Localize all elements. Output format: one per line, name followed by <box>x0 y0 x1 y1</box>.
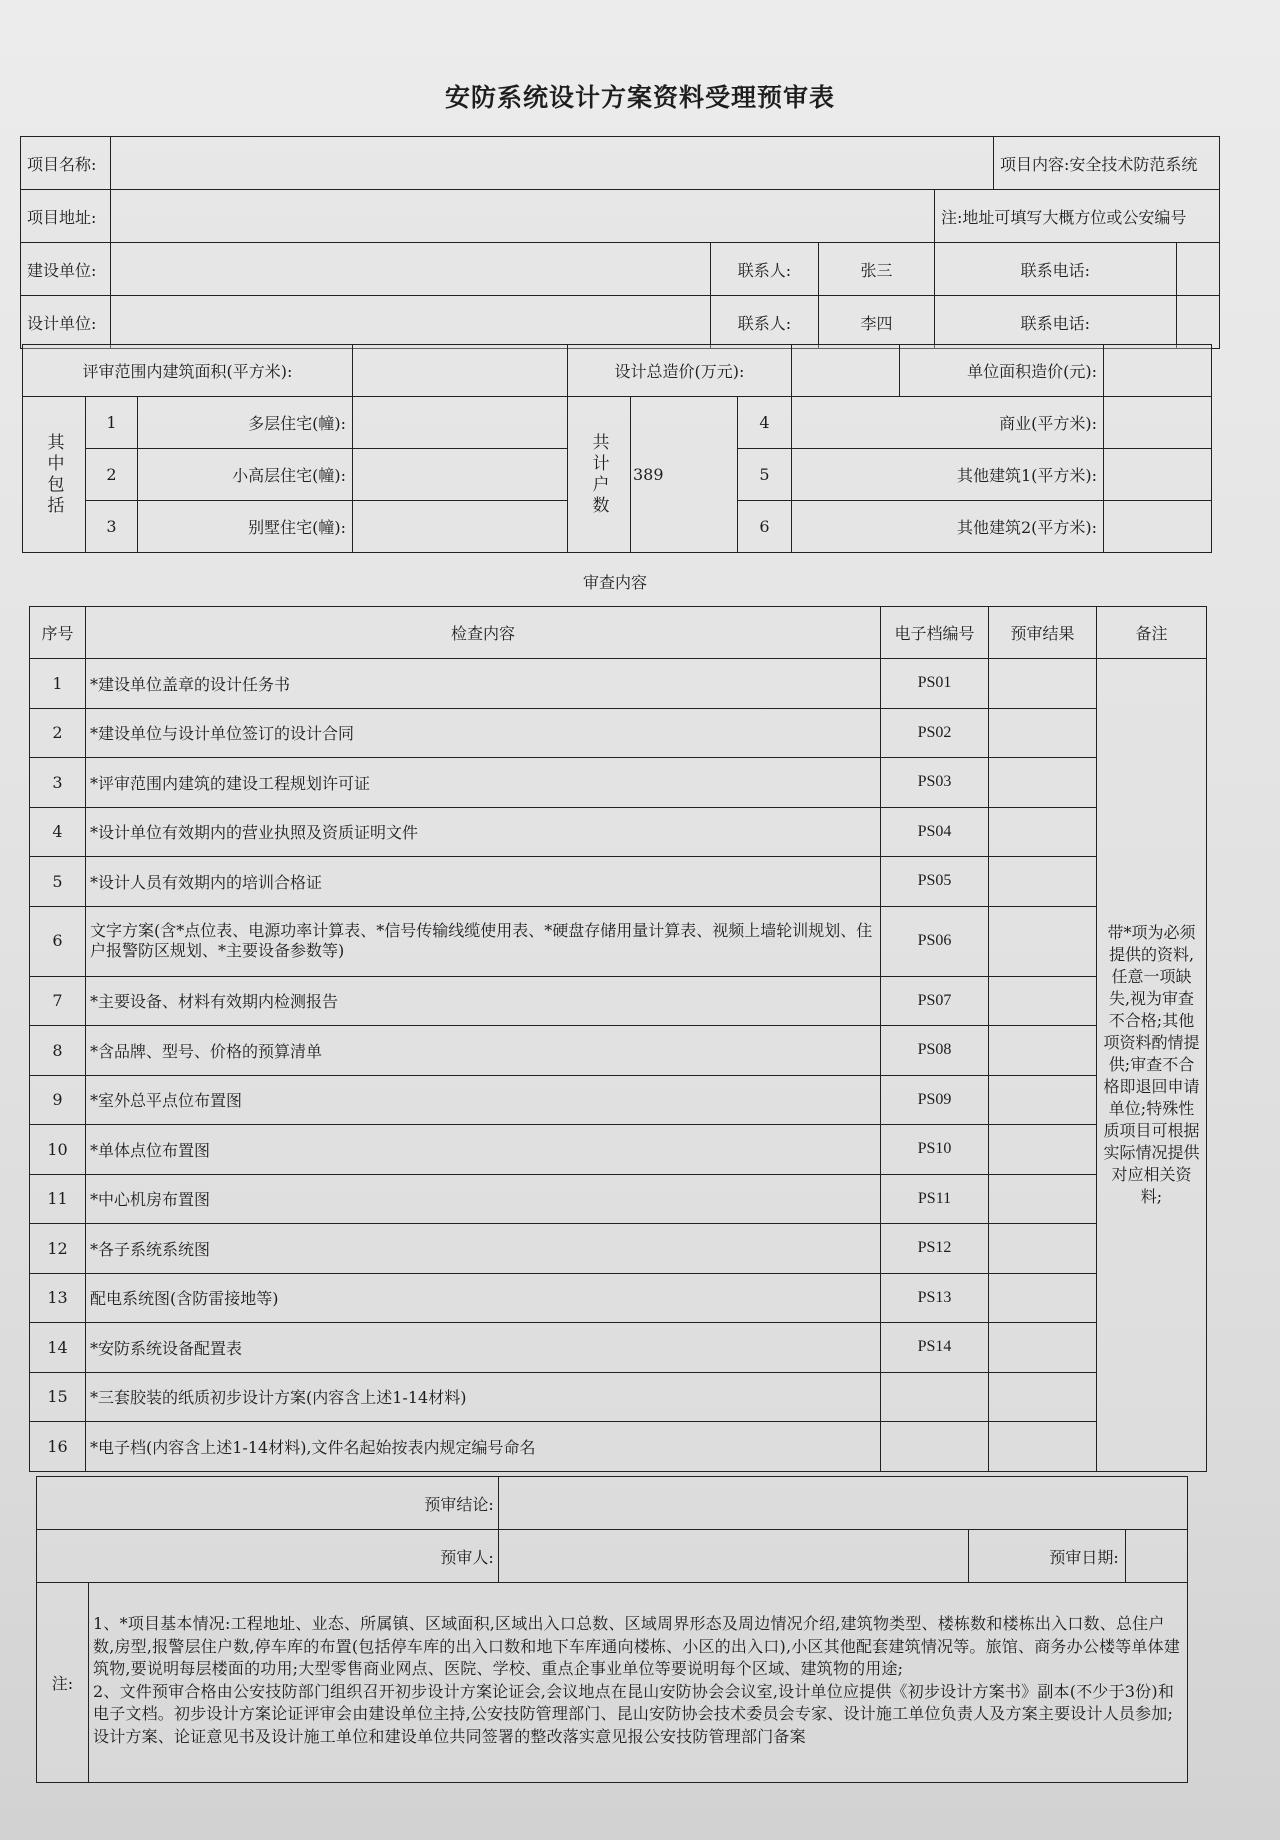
item-field-multistory[interactable] <box>353 397 568 449</box>
total-area-field[interactable] <box>353 345 568 397</box>
row-result-field[interactable] <box>989 1224 1097 1274</box>
row-content: *中心机房布置图 <box>86 1174 881 1224</box>
builder-field[interactable] <box>111 243 711 296</box>
row-result-field[interactable] <box>989 659 1097 709</box>
row-index: 9 <box>30 1075 86 1125</box>
builder-phone-label: 联系电话: <box>934 243 1176 296</box>
unit-cost-field[interactable] <box>1104 345 1212 397</box>
row-content: *主要设备、材料有效期内检测报告 <box>86 976 881 1026</box>
row-result-field[interactable] <box>989 906 1097 976</box>
designer-phone-field[interactable] <box>1176 296 1219 349</box>
table-row <box>30 1323 1207 1373</box>
designer-phone-label: 联系电话: <box>934 296 1176 349</box>
item-no: 6 <box>738 501 792 553</box>
item-field-midrise[interactable] <box>353 449 568 501</box>
row-index: 4 <box>30 807 86 857</box>
project-address-field[interactable] <box>111 190 935 243</box>
row-code: PS03 <box>881 758 989 808</box>
total-cost-label: 设计总造价(万元): <box>568 345 792 397</box>
building-area-table <box>22 344 1212 553</box>
designer-contact-label: 联系人: <box>711 296 819 349</box>
row-result-field[interactable] <box>989 1273 1097 1323</box>
row-code: PS12 <box>881 1224 989 1274</box>
conclusion-label: 预审结论: <box>37 1477 499 1530</box>
note-2: 2、文件预审合格由公安技防部门组织召开初步设计方案论证会,会议地点在昆山安防协会会议室,设计单位应提供《初步设计方案书》副本(不少于3份)和电子文档。初步设计方案论证评审会由建设单位主持,公安技防管理部门、昆山安防协会技术委员会专家、设计施工单位负责人及方案主要设计人员参加;设计方案、论证意见书及设计施工单位和建设单位共同签署的整改落实意见报公安技防管理部门备案 <box>93 1681 1175 1746</box>
table-row <box>30 906 1207 976</box>
project-name-field[interactable] <box>111 137 994 190</box>
review-date-label: 预审日期: <box>968 1530 1125 1583</box>
row-index: 12 <box>30 1224 86 1274</box>
row-content: *电子档(内容含上述1-14材料),文件名起始按表内规定编号命名 <box>86 1422 881 1472</box>
item-label: 其他建筑1(平方米): <box>792 449 1104 501</box>
reviewer-label: 预审人: <box>37 1530 499 1583</box>
row-result-field[interactable] <box>989 1372 1097 1422</box>
row-content: *建设单位盖章的设计任务书 <box>86 659 881 709</box>
designer-contact-field[interactable]: 李四 <box>819 296 935 349</box>
item-no: 5 <box>738 449 792 501</box>
row-code: PS09 <box>881 1075 989 1125</box>
row-code: PS07 <box>881 976 989 1026</box>
table-row <box>30 1125 1207 1175</box>
item-label: 多层住宅(幢): <box>138 397 353 449</box>
row-content: *设计单位有效期内的营业执照及资质证明文件 <box>86 807 881 857</box>
row-result-field[interactable] <box>989 807 1097 857</box>
row-index: 5 <box>30 857 86 907</box>
row-result-field[interactable] <box>989 1422 1097 1472</box>
row-content: *建设单位与设计单位签订的设计合同 <box>86 708 881 758</box>
row-content: 文字方案(含*点位表、电源功率计算表、*信号传输线缆使用表、*硬盘存储用量计算表、视频上墙轮训规划、住户报警防区规划、*主要设备参数等) <box>86 906 881 976</box>
row-result-field[interactable] <box>989 976 1097 1026</box>
item-label: 商业(平方米): <box>792 397 1104 449</box>
review-section-caption: 审查内容 <box>582 573 647 592</box>
row-result-field[interactable] <box>989 1125 1097 1175</box>
designer-label: 设计单位: <box>21 296 111 349</box>
table-row <box>30 857 1207 907</box>
row-result-field[interactable] <box>989 857 1097 907</box>
households-label: 共计户数 <box>568 397 631 553</box>
row-content: *各子系统系统图 <box>86 1224 881 1274</box>
row-result-field[interactable] <box>989 708 1097 758</box>
total-area-label: 评审范围内建筑面积(平方米): <box>23 345 353 397</box>
table-row <box>30 1422 1207 1472</box>
project-address-label: 项目地址: <box>21 190 111 243</box>
notes-text <box>89 1583 1188 1783</box>
row-code[interactable] <box>881 1372 989 1422</box>
row-content: *安防系统设备配置表 <box>86 1323 881 1373</box>
table-row <box>30 1026 1207 1076</box>
row-index: 3 <box>30 758 86 808</box>
header-result: 预审结果 <box>989 607 1097 659</box>
row-content: 配电系统图(含防雷接地等) <box>86 1273 881 1323</box>
row-result-field[interactable] <box>989 1026 1097 1076</box>
row-index: 13 <box>30 1273 86 1323</box>
unit-cost-label: 单位面积造价(元): <box>900 345 1104 397</box>
table-row <box>30 1372 1207 1422</box>
row-result-field[interactable] <box>989 1075 1097 1125</box>
note-1: 1、*项目基本情况:工程地址、业态、所属镇、区域面积,区域出入口总数、区域周界形态及周边情况介绍,建筑物类型、楼栋数和楼栋出入口数、总住户数,房型,报警层住户数,停车库的布置(包括停车库的出入口数和地下车库通向楼栋、小区的出入口),小区其他配套建筑情况等。旅馆、商务办公楼等单体建筑物,要说明每层楼面的功用;大型零售商业网点、医院、学校、重点企事业单位等要说明每个区域、建筑物的用途; <box>93 1614 1181 1678</box>
row-index: 11 <box>30 1174 86 1224</box>
item-label: 小高层住宅(幢): <box>138 449 353 501</box>
table-row <box>30 976 1207 1026</box>
header-code: 电子档编号 <box>881 607 989 659</box>
row-result-field[interactable] <box>989 1323 1097 1373</box>
row-code: PS13 <box>881 1273 989 1323</box>
header-index: 序号 <box>30 607 86 659</box>
row-index: 1 <box>30 659 86 709</box>
row-code[interactable] <box>881 1422 989 1472</box>
review-conclusion-table <box>36 1476 1188 1783</box>
row-index: 15 <box>30 1372 86 1422</box>
row-code: PS06 <box>881 906 989 976</box>
table-row <box>30 659 1207 709</box>
row-result-field[interactable] <box>989 758 1097 808</box>
address-note: 注:地址可填写大概方位或公安编号 <box>934 190 1219 243</box>
builder-contact-label: 联系人: <box>711 243 819 296</box>
item-field-other1[interactable] <box>1104 449 1212 501</box>
project-info-table <box>20 136 1220 349</box>
table-row <box>30 708 1207 758</box>
project-content: 项目内容:安全技术防范系统 <box>994 137 1220 190</box>
item-field-villa[interactable] <box>353 501 568 553</box>
item-label: 别墅住宅(幢): <box>138 501 353 553</box>
row-index: 14 <box>30 1323 86 1373</box>
households-field[interactable]: 389 <box>631 397 738 553</box>
designer-field[interactable] <box>111 296 711 349</box>
row-content: *设计人员有效期内的培训合格证 <box>86 857 881 907</box>
row-code: PS04 <box>881 807 989 857</box>
row-code: PS10 <box>881 1125 989 1175</box>
form-title: 安防系统设计方案资料受理预审表 <box>444 83 835 112</box>
item-no: 1 <box>86 397 138 449</box>
project-name-label: 项目名称: <box>21 137 111 190</box>
row-index: 8 <box>30 1026 86 1076</box>
conclusion-field[interactable] <box>498 1477 1187 1530</box>
review-checklist-table <box>29 606 1207 1472</box>
table-row <box>30 1174 1207 1224</box>
row-content: *单体点位布置图 <box>86 1125 881 1175</box>
row-code: PS02 <box>881 708 989 758</box>
header-content: 检查内容 <box>86 607 881 659</box>
row-index: 6 <box>30 906 86 976</box>
row-code: PS14 <box>881 1323 989 1373</box>
row-code: PS05 <box>881 857 989 907</box>
item-field-other2[interactable] <box>1104 501 1212 553</box>
reviewer-field[interactable] <box>498 1530 968 1583</box>
row-code: PS01 <box>881 659 989 709</box>
item-label: 其他建筑2(平方米): <box>792 501 1104 553</box>
table-row <box>30 1273 1207 1323</box>
row-index: 16 <box>30 1422 86 1472</box>
row-result-field[interactable] <box>989 1174 1097 1224</box>
row-content: *含品牌、型号、价格的预算清单 <box>86 1026 881 1076</box>
include-label: 其中包括 <box>23 397 86 553</box>
item-no: 2 <box>86 449 138 501</box>
total-cost-field[interactable] <box>792 345 900 397</box>
builder-contact-field[interactable]: 张三 <box>819 243 935 296</box>
header-note: 备注 <box>1097 607 1207 659</box>
item-no: 4 <box>738 397 792 449</box>
review-date-field[interactable] <box>1125 1530 1187 1583</box>
row-content: *三套胶装的纸质初步设计方案(内容含上述1-14材料) <box>86 1372 881 1422</box>
builder-phone-field[interactable] <box>1176 243 1219 296</box>
row-index: 10 <box>30 1125 86 1175</box>
row-index: 2 <box>30 708 86 758</box>
remarks-note: 带*项为必须提供的资料,任意一项缺失,视为审查不合格;其他项资料酌情提供;审查不合格即退回申请单位;特殊性质项目可根据实际情况提供对应相关资料; <box>1097 659 1207 1472</box>
table-row <box>30 758 1207 808</box>
row-content: *室外总平点位布置图 <box>86 1075 881 1125</box>
item-field-commercial[interactable] <box>1104 397 1212 449</box>
item-no: 3 <box>86 501 138 553</box>
row-index: 7 <box>30 976 86 1026</box>
notes-label: 注: <box>37 1583 89 1783</box>
table-row <box>30 807 1207 857</box>
row-code: PS08 <box>881 1026 989 1076</box>
row-content: *评审范围内建筑的建设工程规划许可证 <box>86 758 881 808</box>
table-row <box>30 1224 1207 1274</box>
row-code: PS11 <box>881 1174 989 1224</box>
builder-label: 建设单位: <box>21 243 111 296</box>
table-row <box>30 1075 1207 1125</box>
